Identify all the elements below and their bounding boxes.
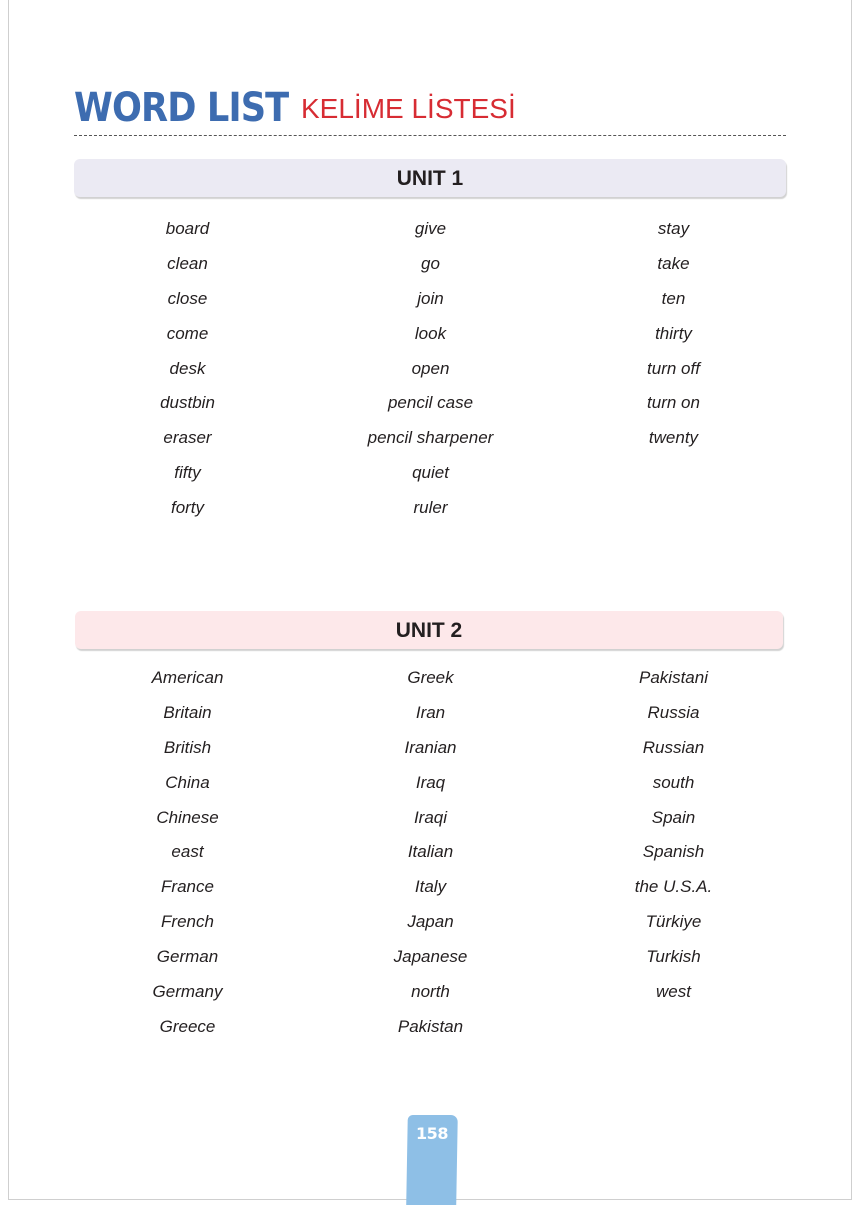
word-item: turn on <box>647 393 700 413</box>
word-item: Chinese <box>156 807 219 827</box>
word-item: go <box>421 253 440 273</box>
word-item: Germany <box>152 982 223 1002</box>
word-item: thirty <box>655 323 692 343</box>
word-item: Iran <box>415 702 446 722</box>
word-item: Spain <box>651 807 696 827</box>
word-item: south <box>652 772 695 792</box>
word-column <box>552 661 795 1045</box>
word-item: come <box>166 323 209 343</box>
word-item: ruler <box>413 498 448 518</box>
word-item: France <box>161 877 214 897</box>
word-item: pencil case <box>387 393 474 413</box>
word-item: north <box>411 982 450 1002</box>
word-item: clean <box>167 253 208 273</box>
word-item: join <box>417 288 444 308</box>
word-item: Pakistan <box>397 1016 464 1036</box>
page-header <box>74 84 786 136</box>
word-column <box>66 661 309 1045</box>
word-column <box>66 212 309 526</box>
word-item: turn off <box>647 358 700 378</box>
unit-1-heading: UNIT 1 <box>74 159 786 197</box>
word-item: forty <box>170 498 205 518</box>
word-item: French <box>161 912 214 932</box>
word-item: close <box>167 288 208 308</box>
word-item: Greece <box>159 1016 216 1036</box>
word-item: American <box>151 668 224 687</box>
word-item: ten <box>661 288 686 308</box>
word-item: eraser <box>163 428 212 448</box>
word-column <box>309 661 552 1045</box>
word-item: east <box>171 842 204 862</box>
word-item: give <box>414 219 447 238</box>
word-item: dustbin <box>160 393 215 413</box>
word-item: quiet <box>412 463 449 483</box>
word-item: Russian <box>642 737 705 757</box>
word-item: Britain <box>163 702 212 722</box>
unit-1-word-list <box>66 212 796 526</box>
word-item: the U.S.A. <box>634 877 713 897</box>
word-item: Japan <box>407 912 454 932</box>
word-item: Italy <box>414 877 447 897</box>
word-column <box>552 212 795 526</box>
word-item: board <box>165 219 210 238</box>
page-title: WORD LIST <box>74 85 289 131</box>
word-column <box>309 212 552 526</box>
word-item: Italian <box>407 842 454 862</box>
word-item: open <box>411 358 450 378</box>
word-item: Turkish <box>646 947 701 967</box>
word-item: China <box>165 772 210 792</box>
unit-2-heading: UNIT 2 <box>75 611 783 649</box>
unit-2-word-list <box>66 661 796 1045</box>
word-item: Iraq <box>415 772 446 792</box>
word-item: Pakistani <box>639 668 708 687</box>
word-item: Türkiye <box>645 912 702 932</box>
word-item: Iraqi <box>413 807 448 827</box>
word-item: Spanish <box>642 842 705 862</box>
word-item: take <box>657 253 690 273</box>
word-item: pencil sharpener <box>367 428 494 448</box>
word-item: fifty <box>174 463 201 483</box>
page-number: 158 <box>416 1124 448 1143</box>
word-item: twenty <box>648 428 699 448</box>
word-item: stay <box>657 219 690 238</box>
word-item: Russia <box>647 702 700 722</box>
word-item: German <box>156 947 219 967</box>
word-item: Japanese <box>393 947 468 967</box>
page-subtitle: KELİME LİSTESİ <box>301 93 516 124</box>
word-item: Greek <box>407 668 454 687</box>
word-item: look <box>414 323 447 343</box>
word-item: desk <box>169 358 206 378</box>
word-item: Iranian <box>404 737 457 757</box>
header-divider <box>74 135 786 136</box>
word-item: west <box>656 982 691 1002</box>
word-item: British <box>163 737 212 757</box>
